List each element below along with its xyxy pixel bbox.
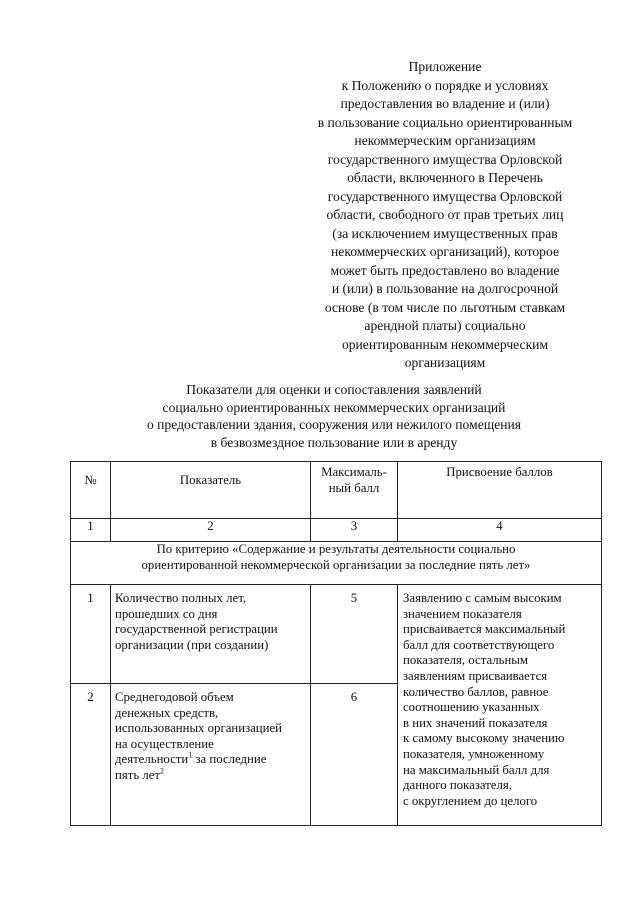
assign-line: балл для соответствующего bbox=[403, 637, 555, 652]
index-cell: 1 bbox=[71, 519, 111, 542]
document-heading bbox=[70, 381, 598, 451]
row-max-score: 5 bbox=[311, 585, 398, 684]
criterion-cell bbox=[71, 542, 602, 585]
row-max-score: 6 bbox=[311, 684, 398, 826]
assign-line: показателя, остальным bbox=[403, 653, 529, 668]
indicator-text: пять лет bbox=[115, 767, 161, 782]
assign-line: значением показателя bbox=[403, 606, 522, 621]
indicator-line: государственной регистрации bbox=[115, 622, 278, 637]
appendix-line: ориентированным некоммерческим bbox=[341, 336, 549, 352]
row-number: 2 bbox=[71, 684, 111, 826]
assign-line: данного показателя, bbox=[403, 778, 512, 793]
appendix-line: арендной платы) социально bbox=[364, 318, 526, 333]
footnote-mark: 2 bbox=[160, 766, 165, 776]
assign-text bbox=[398, 585, 601, 809]
assign-line: к самому высокому значению bbox=[403, 731, 565, 746]
appendix-block bbox=[285, 58, 605, 373]
appendix-line: области, включенного в Перечень bbox=[347, 170, 543, 185]
heading-line: социально ориентированных некоммерческих организаций bbox=[162, 399, 506, 415]
table-header-row bbox=[71, 462, 602, 519]
row-indicator bbox=[111, 684, 311, 826]
appendix-line: может быть предоставлено во владение bbox=[330, 262, 560, 278]
assign-line: заявлениям присваивается bbox=[403, 668, 548, 683]
indicators-table bbox=[70, 461, 602, 826]
row-indicator bbox=[111, 585, 311, 684]
criterion-row bbox=[71, 542, 602, 585]
indicator-line: денежных средств, bbox=[115, 705, 219, 720]
criterion-line1: По критерию «Содержание и результаты деятельности социально bbox=[156, 542, 516, 556]
table-row bbox=[71, 585, 602, 684]
header-max-score bbox=[311, 462, 398, 519]
appendix-line: области, свободного от прав третьих лиц bbox=[326, 207, 564, 222]
column-index-row bbox=[71, 519, 602, 542]
appendix-line: предоставления во владение и (или) bbox=[340, 96, 550, 111]
assign-line: количество баллов, равное bbox=[403, 684, 549, 699]
appendix-line: основе (в том числе по льготным ставкам bbox=[324, 299, 566, 315]
indicator-line-with-footnote bbox=[115, 768, 306, 784]
indicator-line: Количество полных лет, bbox=[115, 591, 247, 605]
appendix-line: (за исключением имущественных прав bbox=[332, 225, 558, 241]
index-cell: 3 bbox=[311, 519, 398, 542]
heading-line: в безвозмездное пользование или в аренду bbox=[210, 434, 458, 450]
appendix-line: к Положению о порядке и условиях bbox=[341, 77, 549, 93]
appendix-line: государственного имущества Орловской bbox=[327, 188, 563, 204]
heading-line: о предоставлении здания, сооружения или нежилого помещения bbox=[146, 417, 522, 432]
assign-line: с округлением до целого bbox=[403, 793, 538, 808]
indicator-line: прошедших со дня bbox=[115, 606, 218, 621]
indicator-text: деятельности bbox=[115, 752, 189, 767]
header-max-line1: Максималь- bbox=[321, 465, 387, 479]
appendix-title: Приложение bbox=[408, 59, 482, 74]
header-indicator: Показатель bbox=[111, 462, 311, 519]
assign-line: Заявлению с самым высоким bbox=[403, 591, 562, 605]
assign-line: на максимальный балл для bbox=[403, 762, 550, 777]
header-num: № bbox=[71, 462, 111, 519]
assign-cell bbox=[398, 585, 602, 826]
appendix-line: некоммерческим организациям bbox=[354, 133, 536, 148]
appendix-line: некоммерческих организаций), которое bbox=[331, 244, 559, 259]
header-max-line2: ный балл bbox=[328, 480, 380, 495]
footnote-mark: 1 bbox=[188, 751, 193, 761]
indicator-line: на осуществление bbox=[115, 736, 214, 751]
criterion-line2: ориентированной некоммерческой организации за последние пять лет» bbox=[141, 557, 531, 572]
indicator-line-with-footnote bbox=[115, 752, 306, 768]
heading-line: Показатели для оценки и сопоставления заявлений bbox=[186, 382, 482, 397]
index-cell: 4 bbox=[398, 519, 602, 542]
indicator-line: Среднегодовой объем bbox=[115, 690, 234, 704]
appendix-line: государственного имущества Орловской bbox=[327, 151, 563, 167]
assign-line: показателя, умноженному bbox=[403, 746, 545, 761]
appendix-line: и (или) в пользование на долгосрочной bbox=[331, 281, 559, 296]
row-number: 1 bbox=[71, 585, 111, 684]
assign-line: присваивается максимальный bbox=[403, 622, 566, 637]
assign-line: в них значений показателя bbox=[403, 715, 548, 730]
index-cell: 2 bbox=[111, 519, 311, 542]
indicator-line: организации (при создании) bbox=[115, 637, 269, 652]
indicator-text: за последние bbox=[192, 752, 267, 767]
appendix-line: организациям bbox=[404, 355, 486, 370]
assign-line: соотношению указанных bbox=[403, 700, 540, 715]
header-assign: Присвоение баллов bbox=[398, 462, 602, 519]
indicator-line: использованных организацией bbox=[115, 721, 283, 736]
appendix-line: в пользование социально ориентированным bbox=[317, 114, 573, 130]
